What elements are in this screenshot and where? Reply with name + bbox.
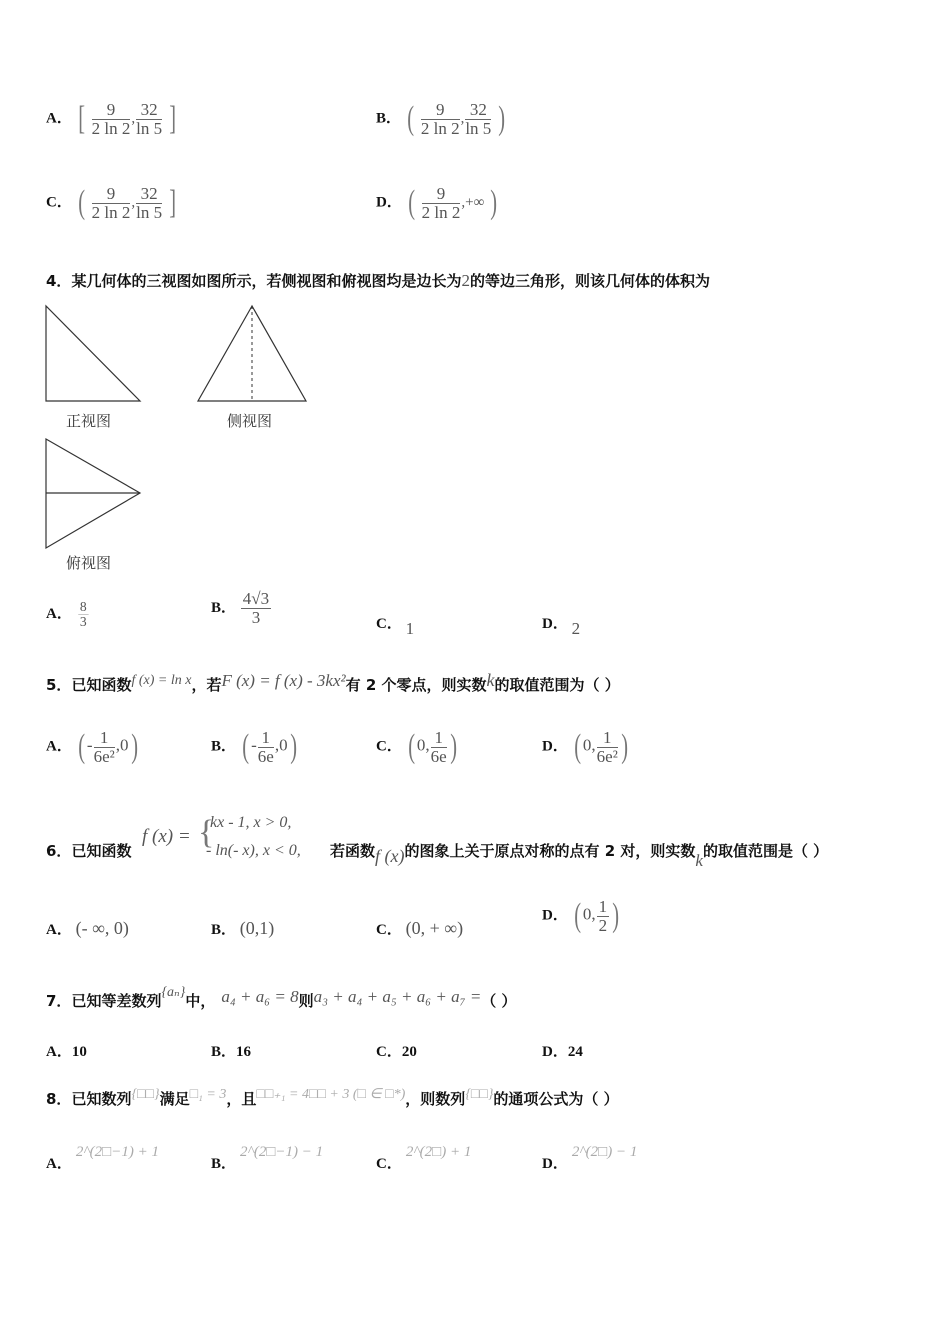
fraction <box>136 101 162 138</box>
q7-option-b[interactable] <box>211 1040 251 1061</box>
bracket-right: ) <box>130 728 138 765</box>
numerator: 9 <box>92 101 131 120</box>
denominator: ln 5 <box>136 118 163 138</box>
q5-option-c[interactable] <box>376 728 459 766</box>
question-text: （ ） <box>481 992 517 1010</box>
option-value: 24 <box>567 1044 583 1060</box>
q5-option-b[interactable] <box>211 728 299 766</box>
option-label: D． <box>542 1156 568 1172</box>
q6-option-a[interactable] <box>46 918 129 939</box>
front-view-caption: 正视图 <box>66 412 112 430</box>
bracket-left: [ <box>77 100 85 137</box>
formula: F (x) = f (x) - 3kx² <box>221 671 346 690</box>
bracket-left: ( <box>573 728 581 765</box>
question-5 <box>46 670 620 695</box>
q6-option-d[interactable] <box>542 897 622 935</box>
bracket-left: ( <box>407 728 415 765</box>
numerator: 8 <box>79 598 87 615</box>
infinity: +∞ <box>465 194 485 211</box>
prefix: 0, <box>416 735 430 755</box>
option-label: B． <box>211 922 237 938</box>
option-value: 2^(2□) + 1 <box>405 1144 472 1160</box>
option-value: (0, + ∞) <box>405 918 464 938</box>
denominator: 2 ln 2 <box>91 202 131 222</box>
option-value: 1 <box>405 619 415 638</box>
question-number: 4． <box>46 272 72 290</box>
option-label: C． <box>376 1156 402 1172</box>
fraction <box>597 898 610 935</box>
option-label: C． <box>376 738 402 755</box>
question-text: 某几何体的三视图如图所示，若侧视图和俯视图均是边长为 <box>71 272 462 290</box>
option-label: A． <box>46 738 72 755</box>
option-value: 10 <box>71 1044 87 1060</box>
option-value: 2^(2□−1) + 1 <box>75 1144 159 1160</box>
numerator: 9 <box>92 185 131 204</box>
suffix: ,0 <box>274 735 288 755</box>
recurrence: □□₊₁ = 4□□ + 3 (□ ∈ □*) <box>256 1087 406 1102</box>
question-text: 的取值范围是（ ） <box>702 842 829 860</box>
fraction <box>241 590 271 627</box>
option-value: (0,1) <box>239 918 275 938</box>
q4-option-b[interactable] <box>211 590 272 627</box>
fraction <box>136 185 162 222</box>
option-label: C． <box>46 194 72 211</box>
bracket-left: ( <box>77 728 85 765</box>
fraction <box>422 185 461 222</box>
question-number: 7． <box>46 992 72 1010</box>
denominator: 6e² <box>93 746 115 766</box>
sequence-symbol: {aₙ} <box>161 985 186 1000</box>
side-length: 2 <box>461 271 470 290</box>
question-number: 5． <box>46 676 72 694</box>
fraction <box>94 729 115 766</box>
numerator: 32 <box>136 185 162 204</box>
denominator: ln 5 <box>465 118 492 138</box>
bracket-left: ( <box>573 897 581 934</box>
q4-option-c[interactable] <box>376 612 415 638</box>
comma: , <box>131 110 136 127</box>
option-label: D． <box>542 907 568 924</box>
denominator: 2 ln 2 <box>420 118 460 138</box>
q8-option-b[interactable] <box>211 1140 324 1172</box>
q6-option-b[interactable] <box>211 918 274 939</box>
formula: f (x) = ln x <box>131 673 192 688</box>
option-label: B． <box>211 1156 237 1172</box>
numerator: 1 <box>597 729 618 748</box>
initial-condition: □₁ = 3 <box>189 1087 227 1102</box>
fraction <box>258 729 274 766</box>
question-4 <box>46 270 710 291</box>
bracket-left: ( <box>77 184 85 221</box>
bracket-left: ( <box>407 184 415 221</box>
bracket-right: ) <box>621 728 628 765</box>
question-text: 的通项公式为（ ） <box>493 1090 619 1108</box>
prefix: - <box>86 735 93 755</box>
bracket-right: ) <box>449 728 457 765</box>
option-label: B． <box>211 1044 237 1060</box>
q3-option-d[interactable] <box>376 184 499 222</box>
bracket-right: ] <box>169 184 176 221</box>
question-text: 已知函数 <box>71 676 132 694</box>
side-view-caption: 侧视图 <box>227 412 273 430</box>
variable-k: k <box>486 670 495 690</box>
q7-option-a[interactable] <box>46 1040 87 1061</box>
option-label: D． <box>376 194 402 211</box>
question-text: 有 2 个零点，则实数 <box>345 676 487 694</box>
question-text: 已知等差数列 <box>71 992 162 1010</box>
question-text: 则 <box>298 992 314 1010</box>
numerator: 9 <box>422 185 461 204</box>
option-label: A． <box>46 1044 72 1060</box>
question-number: 8． <box>46 1090 72 1108</box>
option-label: C． <box>376 922 402 938</box>
question-text: 若函数 <box>330 842 376 860</box>
numerator: 32 <box>136 101 162 120</box>
option-label: A． <box>46 1156 72 1172</box>
top-view-caption: 俯视图 <box>66 554 112 572</box>
option-label: D． <box>542 1044 568 1060</box>
fraction <box>431 729 447 766</box>
question-text: 已知数列 <box>71 1090 132 1108</box>
q5-option-a[interactable] <box>46 728 140 766</box>
q6-option-c[interactable] <box>376 918 463 939</box>
fraction <box>78 600 88 630</box>
fraction <box>465 101 491 138</box>
option-value: 16 <box>236 1044 252 1060</box>
fraction <box>421 101 460 138</box>
prefix: 0, <box>582 904 596 924</box>
bracket-right: ) <box>612 897 620 934</box>
q5-option-d[interactable] <box>542 728 630 766</box>
q8-option-d[interactable] <box>542 1140 638 1172</box>
piecewise-brace: { <box>198 814 215 851</box>
denominator: 2 ln 2 <box>421 202 461 222</box>
question-6-prefix <box>46 840 131 861</box>
option-label: B． <box>376 110 402 127</box>
numerator: 1 <box>431 729 447 748</box>
sequence-symbol: {□□} <box>465 1087 494 1102</box>
denominator: 2 <box>598 915 608 935</box>
q4-option-d[interactable] <box>542 612 581 638</box>
q3-option-c[interactable] <box>46 184 178 222</box>
option-value: 2^(2□−1) − 1 <box>240 1144 324 1160</box>
option-value: 2 <box>571 619 581 638</box>
option-label: A． <box>46 110 72 127</box>
q8-option-c[interactable] <box>376 1140 472 1172</box>
numerator: 32 <box>465 101 491 120</box>
bracket-right: ] <box>169 100 176 137</box>
fraction <box>597 729 618 766</box>
sequence-symbol: {□□} <box>131 1087 160 1102</box>
numerator: 1 <box>94 729 115 748</box>
prefix: - <box>251 735 257 755</box>
numerator: 1 <box>598 896 608 916</box>
q4-option-a[interactable] <box>46 596 90 633</box>
bracket-right: ) <box>498 100 506 137</box>
q7-option-c[interactable] <box>376 1040 417 1061</box>
bracket-left: ( <box>242 728 249 765</box>
q7-option-d[interactable] <box>542 1040 583 1061</box>
bracket-right: ) <box>490 184 498 221</box>
question-7 <box>46 985 517 1011</box>
option-value: (- ∞, 0) <box>75 918 129 938</box>
numerator: 1 <box>258 729 274 748</box>
suffix: ,0 <box>115 735 129 755</box>
denominator: 6e <box>257 746 274 766</box>
question-text: ，若 <box>191 676 222 694</box>
prefix: 0, <box>582 735 596 755</box>
question-text: 中， <box>185 992 216 1010</box>
variable-k: k <box>695 851 703 870</box>
question-number: 6． <box>46 842 72 860</box>
numerator: 9 <box>421 101 460 120</box>
bracket-right: ) <box>289 728 297 765</box>
question-text: 的图象上关于原点对称的点有 2 对，则实数 <box>404 842 696 860</box>
denominator: 3 <box>251 608 261 627</box>
option-label: D． <box>542 738 568 755</box>
comma: , <box>461 194 466 211</box>
denominator: 2 ln 2 <box>91 118 131 138</box>
question-text: 满足 <box>159 1090 190 1108</box>
formula: f (x) <box>375 846 405 866</box>
question-text: ，且 <box>226 1090 257 1108</box>
fraction <box>92 185 131 222</box>
denominator: 6e² <box>596 746 618 766</box>
question-8 <box>46 1088 619 1109</box>
comma: , <box>460 110 465 127</box>
denominator: 3 <box>79 614 87 630</box>
piecewise-case-2: - ln(- x), x < 0, <box>206 842 301 859</box>
numerator: 4√3 <box>242 589 270 608</box>
denominator: 6e <box>430 746 447 766</box>
question-text: 的等边三角形，则该几何体的体积为 <box>469 272 710 290</box>
q8-option-a[interactable] <box>46 1140 159 1172</box>
option-label: B． <box>211 738 237 755</box>
q3-option-b[interactable] <box>376 100 507 138</box>
denominator: ln 5 <box>136 202 163 222</box>
question-6-suffix <box>330 840 829 870</box>
option-label: C． <box>376 1044 402 1060</box>
option-label: A． <box>46 605 72 622</box>
option-label: C． <box>376 616 402 632</box>
fraction <box>92 101 131 138</box>
option-value: 2^(2□) − 1 <box>571 1144 638 1160</box>
question-text: ，则数列 <box>405 1090 466 1108</box>
piecewise-case-1: kx - 1, x > 0, <box>210 814 292 831</box>
comma: , <box>131 194 136 211</box>
option-label: A． <box>46 922 72 938</box>
question-text: 的取值范围为（ ） <box>494 676 620 694</box>
equation: a₄ + a₆ = 8 <box>221 987 299 1006</box>
equation: a₃ + a₄ + a₅ + a₆ + a₇ = <box>313 987 482 1006</box>
option-label: D． <box>542 616 568 632</box>
bracket-left: ( <box>407 100 414 137</box>
q3-option-a[interactable] <box>46 100 178 138</box>
question-text: 已知函数 <box>71 842 132 860</box>
option-value: 20 <box>401 1044 417 1060</box>
q6-fx: f (x) = <box>142 826 191 847</box>
front-view-triangle <box>46 306 140 401</box>
option-label: B． <box>211 599 237 616</box>
